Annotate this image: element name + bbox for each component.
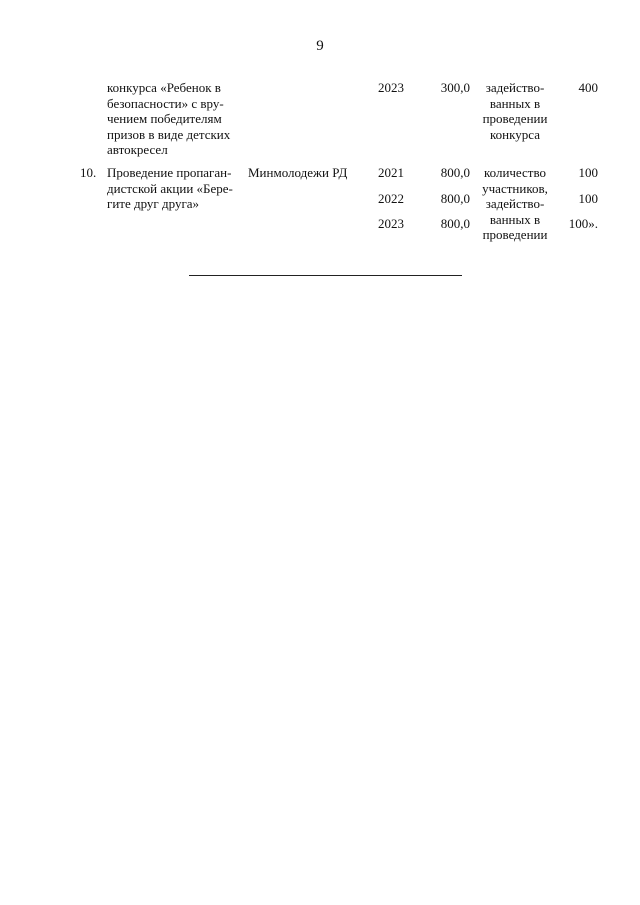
indicator-line: участников, [482, 180, 548, 196]
desc-line: конкурса «Ребенок в [107, 80, 221, 95]
indicator-line: количество [483, 165, 547, 180]
row-10-target-1: 100 [578, 165, 598, 180]
row-cont-amount: 300,0 [440, 80, 470, 95]
row-10-executor: Минмолодежи РД [248, 165, 348, 180]
row-10-indicator [480, 165, 550, 243]
desc-line: чением победителям [107, 111, 222, 126]
indicator-line: ванных в [489, 211, 541, 227]
desc-line: Проведение пропаган- [107, 165, 232, 180]
indicator-line: задейство- [485, 80, 545, 95]
indicator-line: проведении [482, 111, 548, 126]
row-10-target-2: 100 [578, 191, 598, 206]
indicator-line: ванных в [489, 95, 541, 111]
end-separator-line [189, 275, 462, 276]
row-cont-indicator [480, 80, 550, 142]
desc-line: безопасности» с вру- [107, 95, 224, 111]
indicator-line: задейство- [485, 196, 545, 211]
row-10-number: 10. [80, 165, 97, 180]
row-10-year-2: 2022 [378, 191, 404, 206]
row-10-amount-2: 800,0 [440, 191, 470, 206]
row-cont-target: 400 [578, 80, 598, 95]
desc-line: гите друг друга» [107, 196, 200, 211]
desc-line: автокресел [107, 142, 168, 157]
indicator-line: проведении [482, 227, 548, 242]
row-10-year-3: 2023 [378, 216, 404, 231]
row-10-amount-1: 800,0 [440, 165, 470, 180]
row-cont-year: 2023 [378, 80, 404, 95]
indicator-line: конкурса [490, 126, 540, 142]
row-10-description [107, 165, 239, 212]
desc-line: дистской акции «Бере- [107, 180, 233, 196]
row-10-target-3: 100». [568, 216, 598, 231]
row-10-year-1: 2021 [378, 165, 404, 180]
row-cont-description [107, 80, 239, 158]
row-10-amount-3: 800,0 [440, 216, 470, 231]
page-number: 9 [316, 38, 324, 54]
desc-line: призов в виде детских [107, 126, 231, 142]
